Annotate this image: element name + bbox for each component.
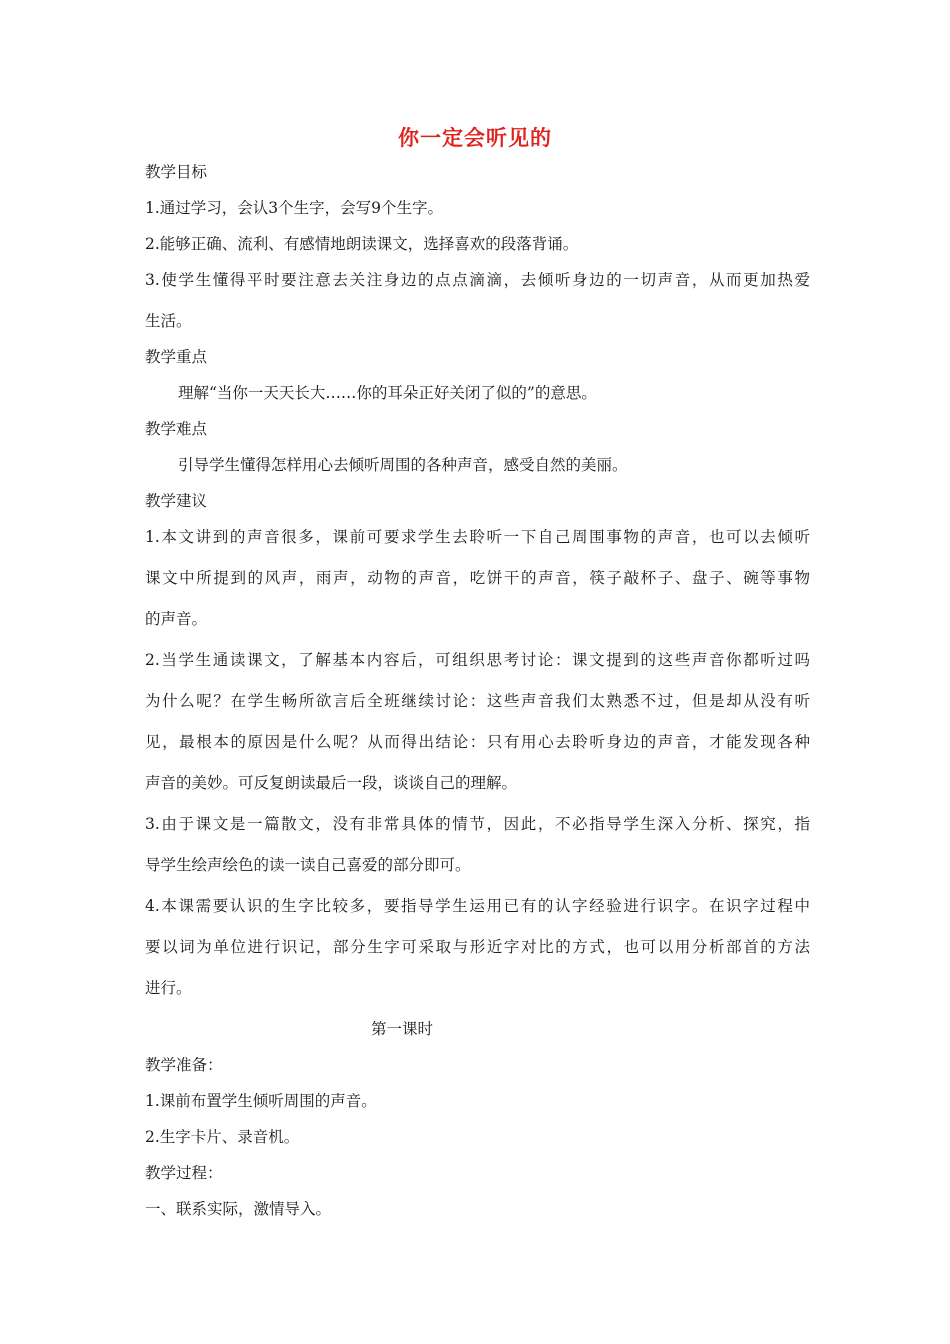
preparation-item-2: 2.生字卡片、录音机。 (145, 1128, 300, 1146)
objectives-heading: 教学目标 (145, 163, 208, 181)
suggestion-1-line-2: 课文中所提到的风声，雨声，动物的声音，吃饼干的声音，筷子敲杯子、盘子、碗等事物 (145, 569, 810, 587)
document-title: 你一定会听见的 (398, 125, 552, 150)
key-point-heading: 教学重点 (145, 348, 208, 366)
suggestion-3-line-2: 导学生绘声绘色的读一读自己喜爱的部分即可。 (145, 856, 471, 874)
suggestion-4-line-2: 要以词为单位进行识记，部分生字可采取与形近字对比的方式，也可以用分析部首的方法 (145, 938, 810, 956)
process-heading: 教学过程： (145, 1164, 223, 1182)
suggestion-4-line-3: 进行。 (145, 979, 192, 997)
suggestion-2-line-3: 见，最根本的原因是什么呢？从而得出结论：只有用心去聆听身边的声音，才能发现各种 (145, 733, 810, 751)
suggestions-heading: 教学建议 (145, 492, 208, 510)
preparation-item-1: 1.课前布置学生倾听周围的声音。 (145, 1092, 377, 1110)
suggestion-1-line-1: 1.本文讲到的声音很多，课前可要求学生去聆听一下自己周围事物的声音，也可以去倾听 (145, 528, 810, 546)
suggestion-3-line-1: 3.由于课文是一篇散文，没有非常具体的情节，因此，不必指导学生深入分析、探究，指 (145, 815, 810, 833)
suggestion-1-line-3: 的声音。 (145, 610, 208, 628)
objective-item-2: 2.能够正确、流利、有感情地朗读课文，选择喜欢的段落背诵。 (145, 235, 579, 253)
suggestion-4-line-1: 4.本课需要认识的生字比较多，要指导学生运用已有的认字经验进行识字。在识字过程中 (145, 897, 810, 915)
objective-item-3-line-2: 生活。 (145, 312, 192, 330)
preparation-heading: 教学准备： (145, 1056, 223, 1074)
objective-item-3-line-1: 3.使学生懂得平时要注意去关注身边的点点滴滴，去倾听身边的一切声音，从而更加热爱 (145, 271, 810, 289)
suggestion-2-line-2: 为什么呢？在学生畅所欲言后全班继续讨论：这些声音我们太熟悉不过，但是却从没有听 (145, 692, 810, 710)
process-step-1: 一、联系实际，激情导入。 (145, 1200, 332, 1218)
suggestion-2-line-1: 2.当学生通读课文，了解基本内容后，可组织思考讨论：课文提到的这些声音你都听过吗 (145, 651, 810, 669)
lesson-heading: 第一课时 (371, 1020, 434, 1038)
difficulty-text: 引导学生懂得怎样用心去倾听周围的各种声音，感受自然的美丽。 (178, 456, 628, 474)
objective-item-1: 1.通过学习，会认3个生字，会写9个生字。 (145, 199, 444, 217)
key-point-text: 理解“当你一天天长大……你的耳朵正好关闭了似的”的意思。 (178, 384, 597, 402)
difficulty-heading: 教学难点 (145, 420, 208, 438)
suggestion-2-line-4: 声音的美妙。可反复朗读最后一段，谈谈自己的理解。 (145, 774, 518, 792)
document-body (145, 160, 810, 1221)
